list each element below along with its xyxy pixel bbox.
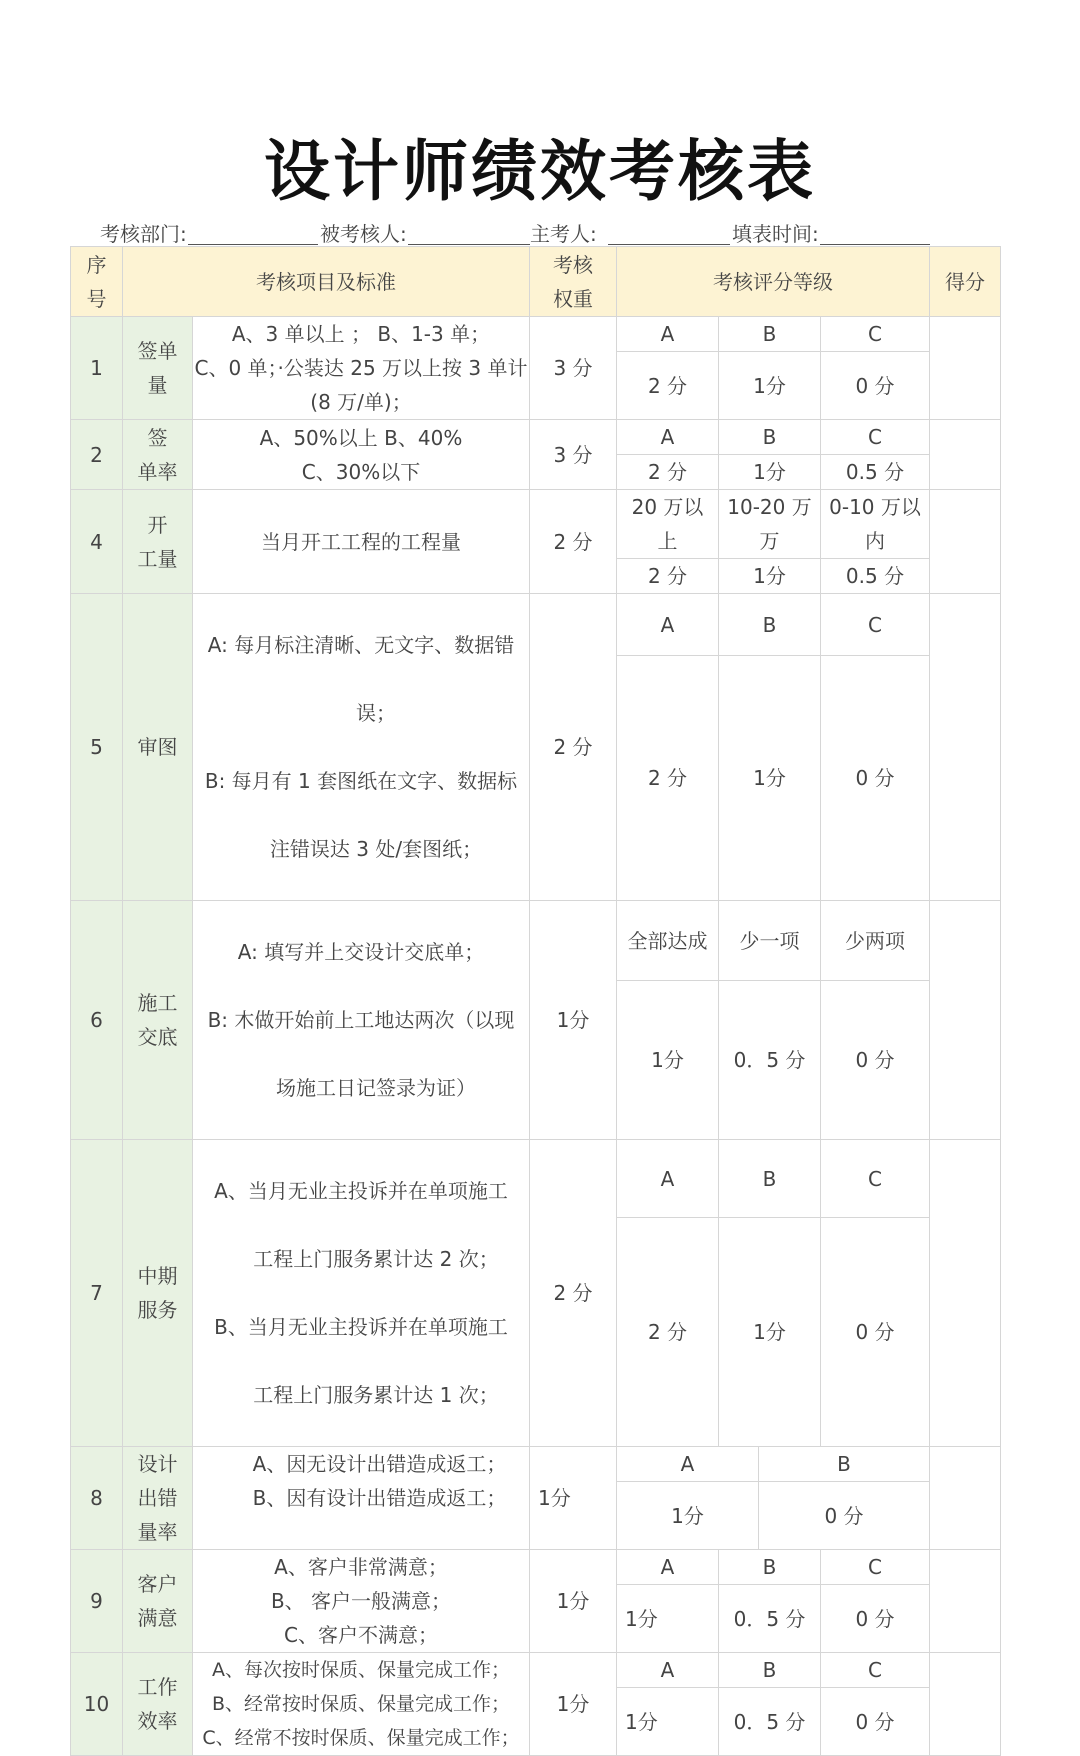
row-item: 工作 效率 (123, 1653, 193, 1756)
row-item: 设计 出错 量率 (123, 1447, 193, 1550)
grade-b: B (759, 1447, 930, 1482)
standard-line-b: B: 木做开始前上工地达两次（以现 (207, 1008, 515, 1032)
grade-b: 少一项 (719, 901, 821, 981)
table-row (71, 1140, 1001, 1218)
row-standard (193, 901, 530, 1140)
row-weight: 3 分 (530, 420, 617, 490)
points-a: 2 分 (617, 656, 719, 901)
grade-c: C (821, 420, 930, 455)
row-standard: A、客户非常满意； B、 客户一般满意； C、客户不满意； (193, 1550, 530, 1653)
row-weight: 2 分 (530, 594, 617, 901)
grade-b: B (719, 317, 821, 352)
score-cell[interactable] (930, 1140, 1001, 1447)
points-b: 0．5 分 (719, 1688, 821, 1756)
points-a: 2 分 (617, 559, 719, 594)
grade-a: A (617, 420, 719, 455)
points-c: 0 分 (821, 352, 930, 420)
row-weight: 1分 (530, 901, 617, 1140)
score-cell[interactable] (930, 1550, 1001, 1653)
header-weight: 考核 权重 (530, 247, 617, 317)
row-standard: 当月开工工程的工程量 (193, 490, 530, 594)
points-b: 1分 (719, 559, 821, 594)
grade-a: A (617, 1447, 759, 1482)
grade-b: B (719, 1653, 821, 1688)
header-grade: 考核评分等级 (617, 247, 930, 317)
grade-a: A (617, 1140, 719, 1218)
points-b: 0．5 分 (719, 981, 821, 1140)
standard-line-a: A、当月无业主投诉并在单项施工 (214, 1179, 508, 1203)
grade-c: 少两项 (821, 901, 930, 981)
grade-c: C (821, 594, 930, 656)
grade-c: C (821, 1550, 930, 1585)
score-cell[interactable] (930, 317, 1001, 420)
table-row (71, 901, 1001, 981)
table-row (71, 594, 1001, 656)
row-item: 审图 (123, 594, 193, 901)
table-row (71, 1653, 1001, 1688)
grade-b: B (719, 420, 821, 455)
grade-a: A (617, 1653, 719, 1688)
standard-line-b2: 工程上门服务累计达 1 次； (253, 1383, 499, 1407)
points-b: 0．5 分 (719, 1585, 821, 1653)
points-b: 0 分 (759, 1482, 930, 1550)
row-standard: A、每次按时保质、保量完成工作； B、经常按时保质、保量完成工作； C、经常不按时保质、保量完成工作； (193, 1653, 530, 1756)
grade-c: 0-10 万以 内 (821, 490, 930, 559)
table-row (71, 1447, 1001, 1482)
dept-blank[interactable] (188, 244, 318, 245)
points-b: 1分 (719, 455, 821, 490)
points-c: 0 分 (821, 1688, 930, 1756)
table-row (71, 1550, 1001, 1585)
row-num: 4 (71, 490, 123, 594)
row-standard: A、3 单以上 ； B、1-3 单； C、0 单；·公装达 25 万以上按 3 单计(8 万/单)； (193, 317, 530, 420)
header-row (71, 247, 1001, 317)
points-c: 0.5 分 (821, 455, 930, 490)
points-a: 1分 (617, 981, 719, 1140)
standard-line-b: B: 每月有 1 套图纸在文字、数据标 (204, 769, 518, 793)
assessor-label: 主考人: (530, 222, 597, 246)
page-title: 设计师绩效考核表 (264, 132, 816, 210)
score-cell[interactable] (930, 594, 1001, 901)
grade-a: A (617, 1550, 719, 1585)
row-num: 6 (71, 901, 123, 1140)
grade-a: A (617, 594, 719, 656)
row-num: 10 (71, 1653, 123, 1756)
standard-line-a: A: 每月标注清晰、无文字、数据错 (207, 633, 515, 657)
score-cell[interactable] (930, 420, 1001, 490)
row-num: 5 (71, 594, 123, 901)
points-a: 1分 (617, 1688, 719, 1756)
assessee-blank[interactable] (408, 244, 530, 245)
row-weight: 3 分 (530, 317, 617, 420)
grade-a: 全部达成 (617, 901, 719, 981)
header-score: 得分 (930, 247, 1001, 317)
dept-label: 考核部门: (100, 222, 187, 246)
row-standard (193, 1140, 530, 1447)
points-a: 1分 (617, 1482, 759, 1550)
grade-c: C (821, 317, 930, 352)
grade-c: C (821, 1653, 930, 1688)
score-cell[interactable] (930, 490, 1001, 594)
standard-line-b: B、当月无业主投诉并在单项施工 (214, 1315, 508, 1339)
row-weight: 1分 (530, 1653, 617, 1756)
standard-line-a2: 误； (356, 701, 396, 725)
grade-b: 10-20 万 万 (719, 490, 821, 559)
date-label: 填表时间: (732, 222, 819, 246)
score-cell[interactable] (930, 1653, 1001, 1756)
grade-a: 20 万以 上 (617, 490, 719, 559)
points-c: 0 分 (821, 981, 930, 1140)
row-standard: A、因无设计出错造成返工； B、因有设计出错造成返工； (193, 1447, 530, 1550)
points-c: 0 分 (821, 1585, 930, 1653)
row-item: 中期 服务 (123, 1140, 193, 1447)
table-row (71, 420, 1001, 455)
assessment-table (70, 246, 1001, 1756)
row-weight: 2 分 (530, 490, 617, 594)
row-num: 8 (71, 1447, 123, 1550)
assessor-blank[interactable] (608, 244, 730, 245)
points-a: 2 分 (617, 455, 719, 490)
score-cell[interactable] (930, 1447, 1001, 1550)
row-item: 签单 量 (123, 317, 193, 420)
points-a: 2 分 (617, 1218, 719, 1447)
table-row (71, 317, 1001, 352)
row-weight: 1分 (530, 1447, 617, 1550)
row-item: 开 工量 (123, 490, 193, 594)
score-cell[interactable] (930, 901, 1001, 1140)
points-a: 1分 (617, 1585, 719, 1653)
assessee-label: 被考核人: (320, 222, 407, 246)
standard-line-b2: 场施工日记签录为证） (276, 1076, 476, 1100)
row-weight: 2 分 (530, 1140, 617, 1447)
standard-line-b2: 注错误达 3 处/套图纸； (269, 837, 483, 861)
points-c: 0 分 (821, 656, 930, 901)
grade-c: C (821, 1140, 930, 1218)
row-num: 9 (71, 1550, 123, 1653)
row-item: 客户 满意 (123, 1550, 193, 1653)
row-standard (193, 594, 530, 901)
row-num: 2 (71, 420, 123, 490)
header-item: 考核项目及标准 (123, 247, 530, 317)
points-b: 1分 (719, 1218, 821, 1447)
header-num: 序 号 (71, 247, 123, 317)
row-item: 施工 交底 (123, 901, 193, 1140)
row-num: 7 (71, 1140, 123, 1447)
points-c: 0.5 分 (821, 559, 930, 594)
grade-b: B (719, 594, 821, 656)
row-num: 1 (71, 317, 123, 420)
row-standard: A、50%以上 B、40% C、30%以下 (193, 420, 530, 490)
points-c: 0 分 (821, 1218, 930, 1447)
standard-line-a2: 工程上门服务累计达 2 次； (253, 1247, 499, 1271)
points-b: 1分 (719, 352, 821, 420)
table-row (71, 490, 1001, 559)
row-item: 签 单率 (123, 420, 193, 490)
date-blank[interactable] (820, 244, 930, 245)
grade-a: A (617, 317, 719, 352)
grade-b: B (719, 1140, 821, 1218)
standard-line-a: A: 填写并上交设计交底单； (237, 940, 485, 964)
grade-b: B (719, 1550, 821, 1585)
points-a: 2 分 (617, 352, 719, 420)
row-weight: 1分 (530, 1550, 617, 1653)
points-b: 1分 (719, 656, 821, 901)
